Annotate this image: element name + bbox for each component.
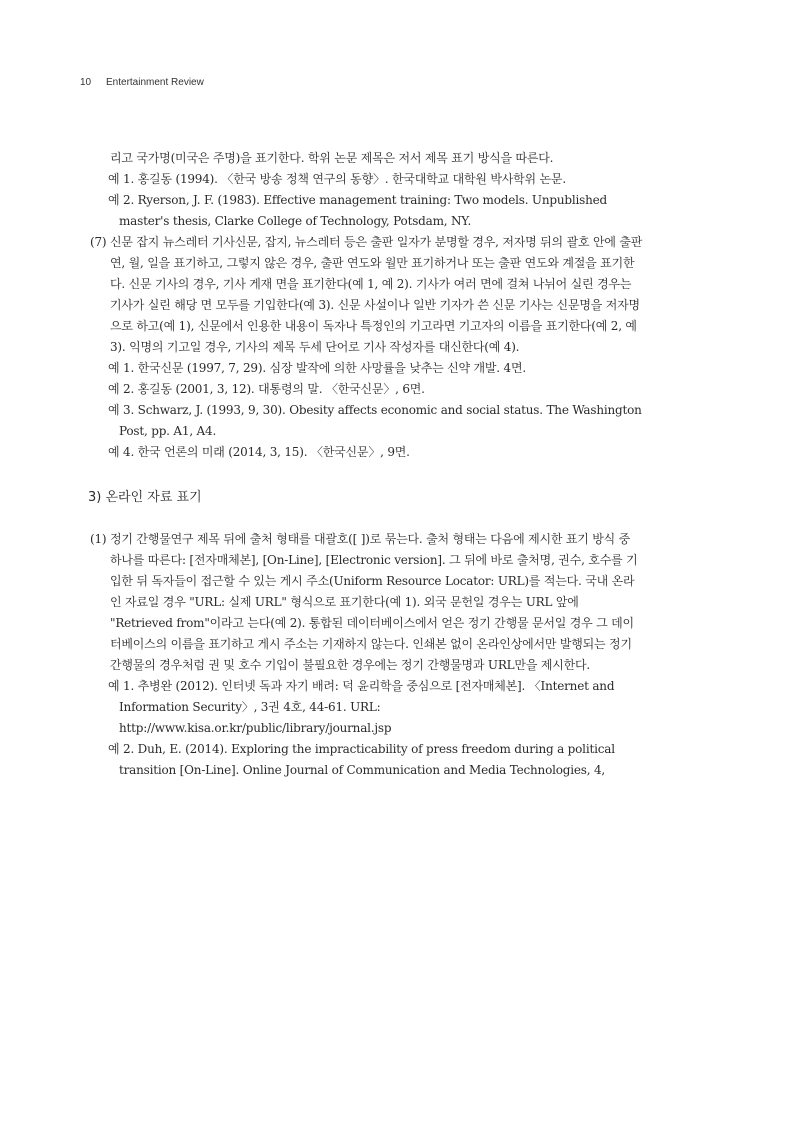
running-header — [80, 77, 204, 88]
paragraph-continuation: 리고 국가명(미국은 주명)을 표기한다. 학위 논문 제목은 저서 제목 표기 방식을 따른다. — [110, 151, 554, 165]
example-newspaper-2: 예 2. 홍길동 (2001, 3, 12). 대통령의 말. 〈한국신문〉, 6면. — [108, 382, 425, 396]
section-gap — [90, 508, 644, 529]
example-newspaper-3: 예 3. Schwarz, J. (1993, 9, 30). Obesity affects economic and social status. The Washington Post, pp. A1, A4. — [108, 403, 642, 438]
example-online-1: 예 1. 추병완 (2012). 인터넷 독과 자기 배려: 덕 윤리학을 중심으로 [전자매체본]. 〈Internet and Information Security〉, 3권 4호, 44-61. URL: http://www.kisa.or.kr/public/library/journal.jsp — [108, 679, 615, 735]
journal-title: Entertainment Review — [106, 77, 204, 88]
page-body — [90, 148, 644, 781]
example-thesis-korean: 예 1. 홍길동 (1994). 〈한국 방송 정책 연구의 동향〉. 한국대학교 대학원 박사학위 논문. — [108, 172, 566, 186]
example-online-2: 예 2. Duh, E. (2014). Exploring the impracticability of press freedom during a political transition [On-Line]. Online Journal of Communication and Media Technologies, 4, — [108, 742, 615, 777]
section-heading-online: 3) 온라인 자료 표기 — [88, 490, 202, 505]
example-newspaper-1: 예 1. 한국신문 (1997, 7, 29). 심장 발작에 의한 사망률을 낮추는 신약 개발. 4면. — [108, 361, 526, 375]
example-thesis-english: 예 2. Ryerson, J. F. (1983). Effective management training: Two models. Unpublished master's thesis, Clarke College of Technology, Potsdam, NY. — [108, 193, 608, 228]
rule-item-1-online: (1) 정기 간행물연구 제목 뒤에 출처 형태를 대괄호([ ])로 묶는다. 출처 형태는 다음에 제시한 표기 방식 중 하나를 따른다: [전자매체본], [On-Line], [Electronic version]. 그 뒤에 바로 출처명, 권수, 호수를 기입한 뒤 독자들이 접근할 수 있는 게시 주소(Uniform Resource Locator: URL)를 적는다. 국내 온라인 자료일 경우 "URL: 실제 URL" 형식으로 표기한다(예 1). 외국 문헌일 경우는 URL 앞에 "Retrieved from"이라고 는다(예 2). 통합된 데이터베이스에서 얻은 정기 간행물 문서일 경우 그 데이터베이스의 이름을 표기하고 게시 주소는 기재하지 않는다. 인쇄본 없이 온라인상에서만 발행되는 정기 간행물의 경우처럼 권 및 호수 기입이 불필요한 경우에는 정기 간행물명과 URL만을 제시한다. — [90, 532, 638, 672]
rule-item-7: (7) 신문 잡지 뉴스레터 기사신문, 잡지, 뉴스레터 등은 출판 일자가 분명할 경우, 저자명 뒤의 괄호 안에 출판 연, 월, 일을 표기하고, 그렇지 않은 경우, 출판 연도와 월만 표기하거나 또는 출판 연도와 계절을 표기한다. 신문 기사의 경우, 기사 게재 면을 표기한다(예 1, 예 2). 기사가 여러 면에 걸쳐 나뉘어 실린 경우는 기사가 실린 해당 면 모두를 기입한다(예 3). 신문 사설이나 일반 기자가 쓴 신문 기사는 신문명을 저자명으로 하고(예 1), 신문에서 인용한 내용이 독자나 특정인의 기고라면 기고자의 이름을 표기한다(예 2, 예 3). 익명의 기고일 경우, 기사의 제목 두세 단어로 기사 작성자를 대신한다(예 4). — [90, 235, 643, 354]
example-newspaper-4: 예 4. 한국 언론의 미래 (2014, 3, 15). 〈한국신문〉, 9면. — [108, 445, 410, 459]
page-number: 10 — [80, 77, 92, 88]
